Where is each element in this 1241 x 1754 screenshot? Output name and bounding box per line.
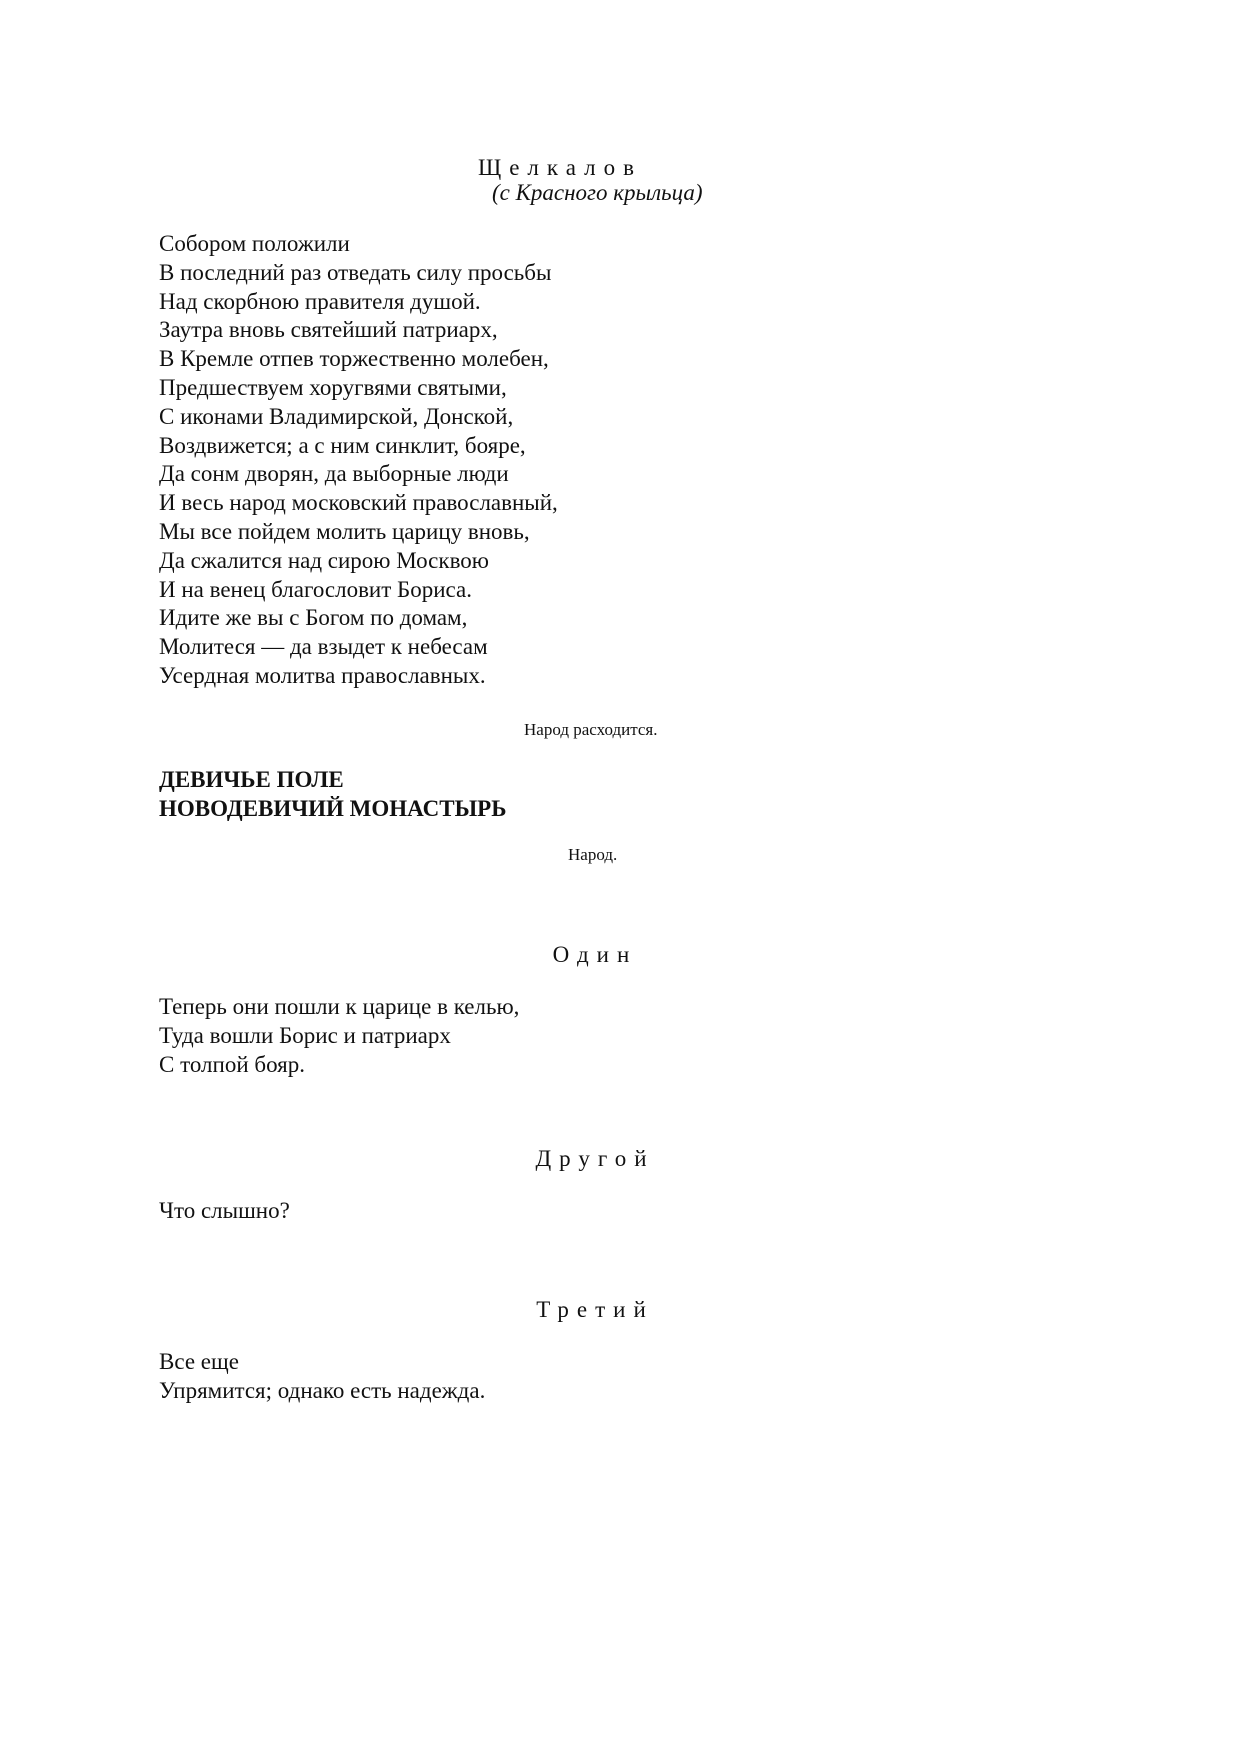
verse-line: Заутра вновь святейший патриарх, [159,317,498,343]
verse-line: В Кремле отпев торжественно молебен, [159,346,549,372]
speaker-name: Третий [536,1297,654,1322]
verse-line: Упрямится; однако есть надежда. [159,1377,486,1403]
verse-line: С толпой бояр. [159,1051,305,1077]
verse-block [159,993,519,1079]
verse-line: Предшествуем хоругвями святыми, [159,374,507,400]
verse-line: Да сонм дворян, да выборные люди [159,461,509,487]
scene-heading-line: НОВОДЕВИЧИЙ МОНАСТЫРЬ [159,796,507,821]
verse-line: Все еще [159,1349,239,1374]
speaker-name: Другой [535,1146,655,1171]
speaker-name: Один [552,942,638,967]
stage-direction-exit: Народ расходится. [524,720,658,739]
verse-line: Мы все пойдем молить царицу вновь, [159,518,530,544]
scene-heading [159,765,506,823]
verse-line: Над скорбною правителя душой. [159,288,481,314]
verse-line: Да сжалится над сирою Москвою [159,547,489,573]
stage-direction: (с Красного крыльца) [492,180,703,205]
verse-line: Туда вошли Борис и патриарх [159,1022,451,1048]
verse-line: С иконами Владимирской, Донской, [159,403,514,429]
verse-line: И на венец благословит Бориса. [159,576,473,602]
verse-block [159,1197,290,1226]
verse-line: Идите же вы с Богом по домам, [159,605,468,631]
verse-line: Собором положили [159,231,350,256]
verse-line: В последний раз отведать силу просьбы [159,259,552,285]
speaker-name: Щелкалов [478,155,642,180]
verse-line: И весь народ московский православный, [159,490,558,516]
stage-direction-people: Народ. [568,845,618,864]
scene-heading-line: ДЕВИЧЬЕ ПОЛЕ [159,767,344,792]
verse-block [159,1348,485,1406]
verse-line: Усердная молитва православных. [159,662,486,688]
verse-line: Воздвижется; а с ним синклит, бояре, [159,432,526,458]
verse-line: Теперь они пошли к царице в келью, [159,994,520,1019]
verse-block [159,230,558,691]
verse-line: Что слышно? [159,1198,290,1223]
verse-line: Молитеся — да взыдет к небесам [159,634,488,660]
